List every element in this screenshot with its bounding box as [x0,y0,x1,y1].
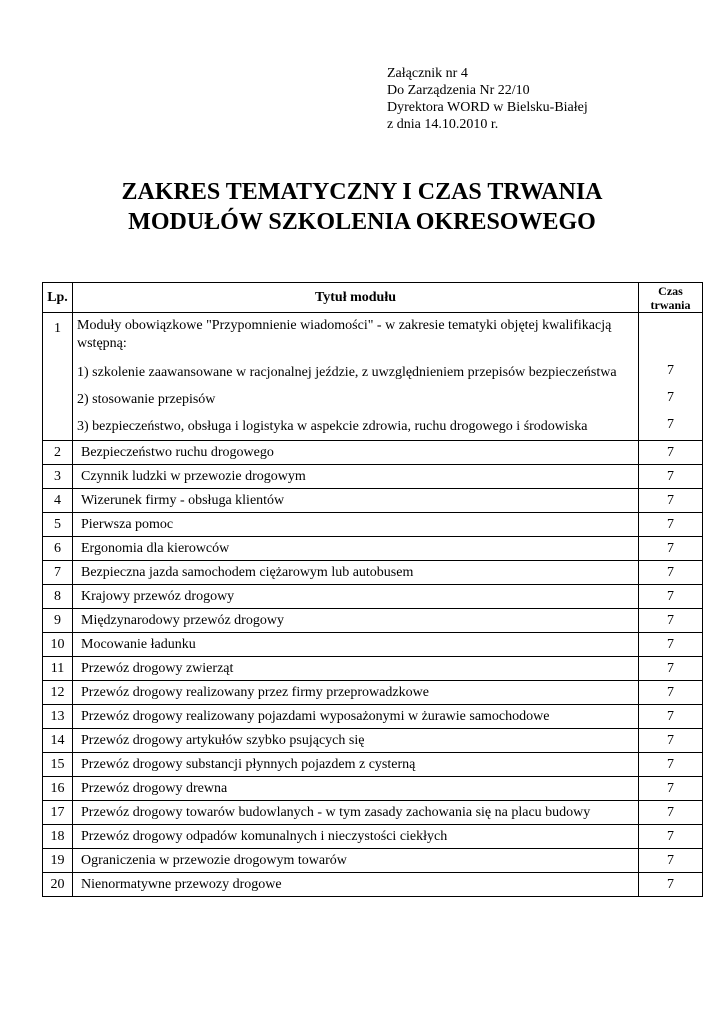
table-row [43,657,703,681]
table-row [43,801,703,825]
table-row [43,513,703,537]
row-duration: 7 [639,489,703,513]
row-lp: 12 [43,681,73,705]
row-duration: 7 [639,585,703,609]
row-duration: 7 [639,873,703,897]
table-row [43,561,703,585]
row-lp: 7 [43,561,73,585]
table-row [43,313,703,441]
subitem-title: 3) bezpieczeństwo, obsługa i logistyka w aspekcie zdrowia, ruchu drogowego i środowiska [77,418,588,434]
row-duration: 7 [639,537,703,561]
table-row [43,609,703,633]
table-row [43,489,703,513]
row-lp: 1 [43,313,73,441]
document-title [0,177,724,237]
row-title: Ograniczenia w przewozie drogowym towarów [73,849,639,873]
row-duration: 7 [639,633,703,657]
row-title: Bezpieczeństwo ruchu drogowego [73,441,639,465]
table-row [43,441,703,465]
row-lp: 9 [43,609,73,633]
table-row [43,681,703,705]
row-lp: 11 [43,657,73,681]
row-lp: 16 [43,777,73,801]
row-duration: 7 [639,657,703,681]
header-lp: Lp. [43,283,73,313]
row-title: Czynnik ludzki w przewozie drogowym [73,465,639,489]
row-duration: 7 [639,561,703,585]
row-title: Przewóz drogowy substancji płynnych pojazdem z cysterną [73,753,639,777]
row-lp: 14 [43,729,73,753]
row-title: Ergonomia dla kierowców [73,537,639,561]
row-title: Bezpieczna jazda samochodem ciężarowym lub autobusem [73,561,639,585]
table-row [43,873,703,897]
row-duration: 7 [639,729,703,753]
subitem-title: 1) szkolenie zaawansowane w racjonalnej jeździe, z uwzględnieniem przepisów bezpieczeństwa [77,364,617,380]
table-row [43,465,703,489]
subitem-duration: 7 [667,362,674,378]
table-row [43,729,703,753]
mandatory-modules-intro: Moduły obowiązkowe "Przypomnienie wiadomości" - w zakresie tematyki objętej kwalifikacją wstępną: [77,318,612,351]
row-lp: 2 [43,441,73,465]
row-lp: 13 [43,705,73,729]
subitem-duration: 7 [667,389,674,405]
row-duration: 7 [639,753,703,777]
attachment-number: Załącznik nr 4 [387,66,468,81]
row-title: Nienormatywne przewozy drogowe [73,873,639,897]
table-row [43,633,703,657]
row-title: Przewóz drogowy drewna [73,777,639,801]
table-row [43,849,703,873]
row-lp: 8 [43,585,73,609]
row-lp: 10 [43,633,73,657]
row-lp: 3 [43,465,73,489]
header-duration-line2: trwania [650,297,691,312]
ordinance-reference: Do Zarządzenia Nr 22/10 [387,83,530,98]
row-title: Mocowanie ładunku [73,633,639,657]
row-lp: 4 [43,489,73,513]
row-title: Przewóz drogowy artykułów szybko psujących się [73,729,639,753]
row-lp: 17 [43,801,73,825]
header-duration [639,283,703,313]
row-title: Przewóz drogowy towarów budowlanych - w tym zasady zachowania się na placu budowy [73,801,639,825]
row-duration: 7 [639,705,703,729]
table-row [43,705,703,729]
row-duration: 7 [639,609,703,633]
row-title: Wizerunek firmy - obsługa klientów [73,489,639,513]
row-duration: 7 [639,513,703,537]
row-title: Przewóz drogowy realizowany pojazdami wyposażonymi w żurawie samochodowe [73,705,639,729]
subitem-title: 2) stosowanie przepisów [77,391,216,407]
table-row [43,537,703,561]
row-title [73,313,639,441]
row-title: Przewóz drogowy zwierząt [73,657,639,681]
header-title: Tytuł modułu [73,283,639,313]
row-title: Przewóz drogowy realizowany przez firmy przeprowadzkowe [73,681,639,705]
table-header-row [43,283,703,313]
row-duration: 7 [639,465,703,489]
row-duration: 7 [639,441,703,465]
row-duration [639,313,703,441]
header-duration-line1: Czas [658,283,683,298]
table-row [43,753,703,777]
row-lp: 5 [43,513,73,537]
row-lp: 18 [43,825,73,849]
row-title: Pierwsza pomoc [73,513,639,537]
row-lp: 6 [43,537,73,561]
table-row [43,825,703,849]
row-duration: 7 [639,801,703,825]
attachment-header [387,65,588,133]
row-duration: 7 [639,681,703,705]
row-lp: 20 [43,873,73,897]
row-title: Przewóz drogowy odpadów komunalnych i nieczystości ciekłych [73,825,639,849]
row-lp: 15 [43,753,73,777]
row-title: Krajowy przewóz drogowy [73,585,639,609]
table-row [43,585,703,609]
row-lp: 19 [43,849,73,873]
title-line-1: ZAKRES TEMATYCZNY I CZAS TRWANIA [121,179,603,205]
row-duration: 7 [639,849,703,873]
issuer: Dyrektora WORD w Bielsku-Białej [387,100,588,115]
modules-table [42,282,703,897]
issue-date: z dnia 14.10.2010 r. [387,117,499,132]
row-duration: 7 [639,777,703,801]
row-duration: 7 [639,825,703,849]
title-line-2: MODUŁÓW SZKOLENIA OKRESOWEGO [128,209,596,235]
row-title: Międzynarodowy przewóz drogowy [73,609,639,633]
subitem-duration: 7 [667,416,674,432]
table-row [43,777,703,801]
